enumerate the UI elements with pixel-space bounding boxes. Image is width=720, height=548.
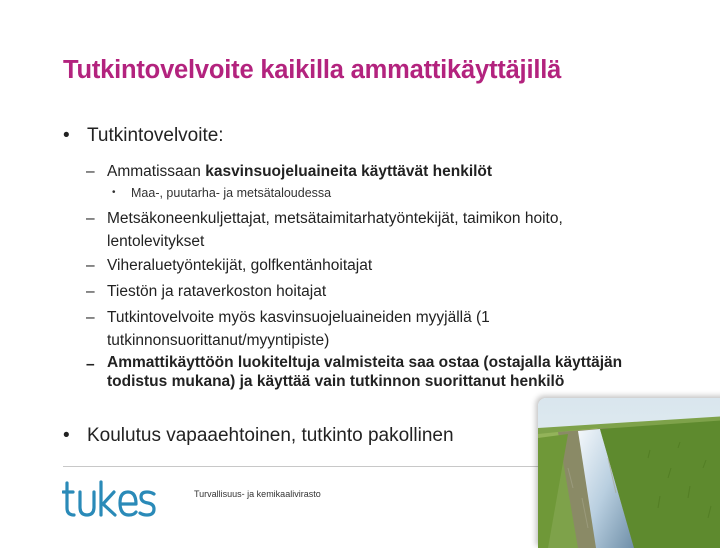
bullet-text: Tutkintovelvoite: (87, 125, 224, 146)
bullet-text: Koulutus vapaaehtoinen, tutkinto pakollinen (87, 425, 454, 446)
sub-sub-item-text: Maa-, puutarha- ja metsätaloudessa (131, 186, 332, 200)
dash-marker: – (86, 309, 95, 326)
sub-item-text (107, 160, 647, 183)
drainage-ditch-photo (538, 398, 720, 548)
bullet-marker: • (63, 125, 70, 146)
tukes-logo (62, 480, 156, 518)
sub-item-text: Tutkintovelvoite myös kasvinsuojeluaineiden myyjällä (1 tutkinnonsuorittanut/myyntipiste) (107, 309, 490, 349)
sub-item-text: Metsäkoneenkuljettajat, metsätaimitarhatyöntekijät, taimikon hoito, lentolevitykset (107, 210, 563, 250)
dash-marker: – (86, 283, 95, 300)
sub-item-text-emphasis: kasvinsuojeluaineita käyttävät henkilöt (205, 163, 493, 180)
dash-marker: – (86, 210, 95, 227)
bullet-marker: • (63, 425, 70, 446)
sub-item-text: Viheraluetyöntekijät, golfkentänhoitajat (107, 257, 373, 274)
footer-divider (63, 466, 540, 467)
sub-item-text-plain: Ammatissaan (107, 163, 206, 180)
dash-marker: – (86, 163, 95, 180)
slide-title: Tutkintovelvoite kaikilla ammattikäyttäjillä (63, 56, 562, 84)
bullet-marker: • (112, 187, 116, 198)
dash-marker: – (86, 356, 95, 373)
sub-item-text: Tiestön ja rataverkoston hoitajat (107, 283, 327, 300)
dash-marker: – (86, 257, 95, 274)
sub-item-text: Ammattikäyttöön luokiteltuja valmisteita saa ostaa (ostajalla käyttäjän todistus mukana) ja käyttää vain tutkinnon suorittanut henkilö (107, 354, 623, 390)
agency-name: Turvallisuus- ja kemikaalivirasto (194, 489, 321, 499)
